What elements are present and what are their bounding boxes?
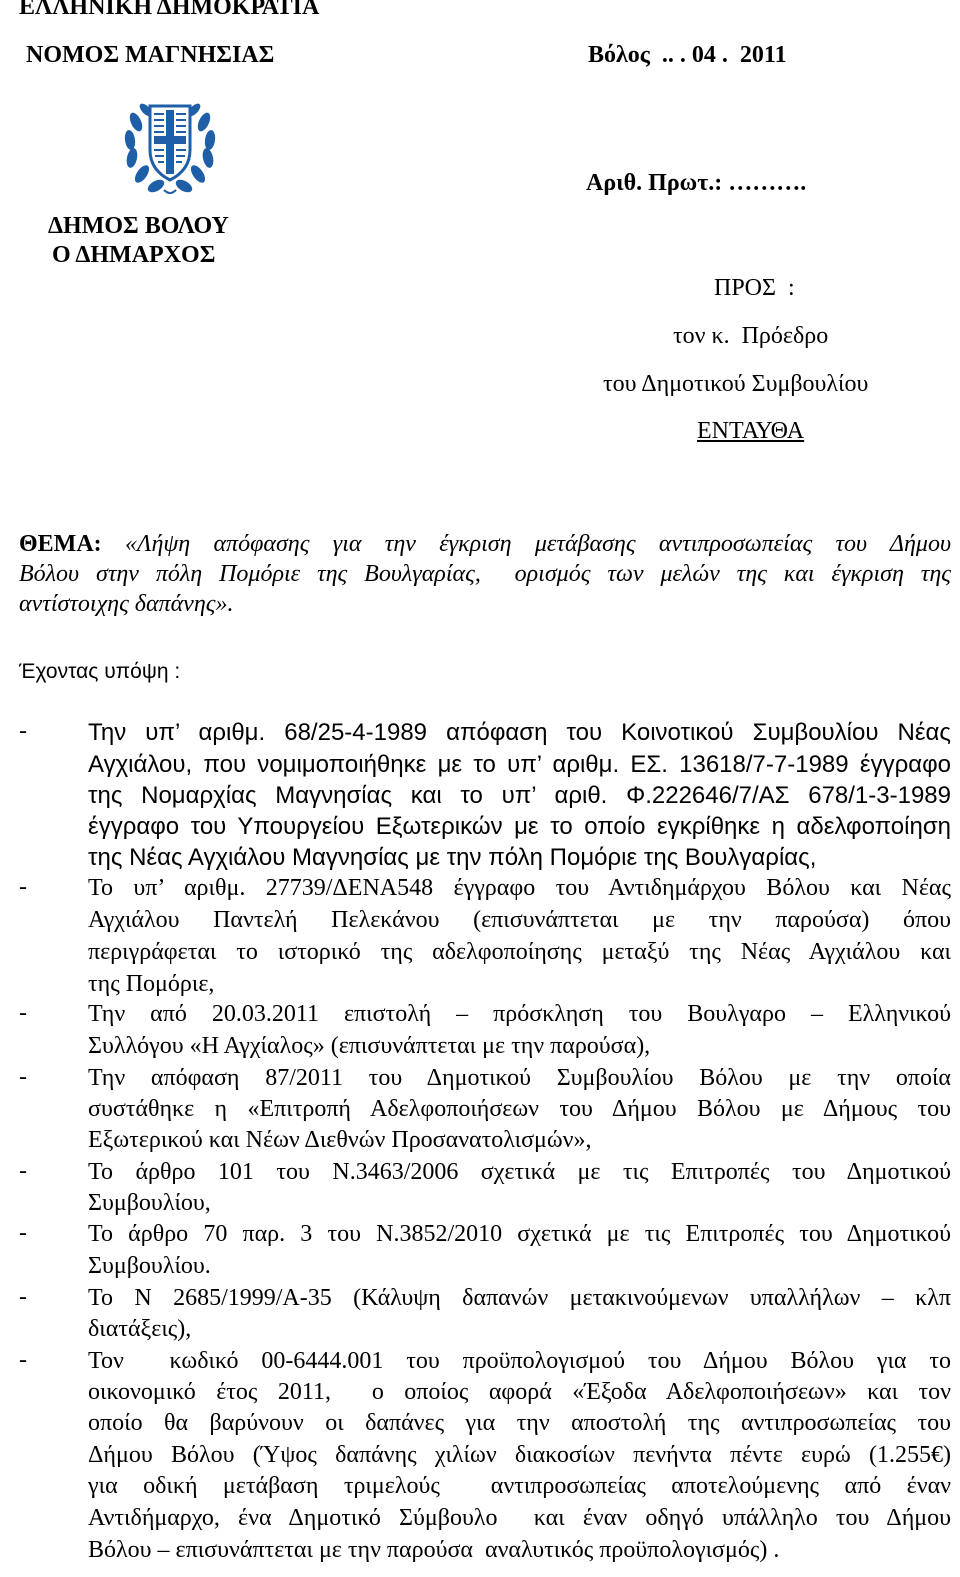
- prefecture-heading: ΝΟΜΟΣ ΜΑΓΝΗΣΙΑΣ: [26, 42, 275, 68]
- recipient-line-1: τον κ. Πρόεδρο: [673, 323, 829, 349]
- bullet-8-line-5: για οδική μετάβαση τριμελούς αντιπροσωπείας αποτελούμενης από έναν: [88, 1473, 951, 1499]
- bullet-dash: -: [19, 1284, 27, 1310]
- bullet-5-line-2: Συμβουλίου,: [88, 1190, 211, 1216]
- subject-label: ΘΕΜΑ:: [19, 531, 102, 557]
- recipient-line-3: ΕΝΤΑΥΘΑ: [697, 418, 805, 444]
- bullet-1-line-5: της Νέας Αγχιάλου Μαγνησίας με την πόλη Πομόριε της Βουλγαρίας,: [88, 844, 817, 871]
- bullet-dash: -: [19, 1220, 27, 1246]
- bullet-4-line-3: Εξωτερικού και Νέων Διεθνών Προσανατολισμών»,: [88, 1127, 592, 1153]
- bullet-1-line-3: της Νομαρχίας Μαγνησίας και το υπ’ αριθ. Φ.222646/7/ΑΣ 678/1-3-1989: [88, 782, 951, 809]
- municipality-heading: ΔΗΜΟΣ ΒΟΛΟΥ: [48, 213, 229, 239]
- bullet-1-line-2: Αγχιάλου, που νομιμοποιήθηκε με το υπ’ αριθμ. ΕΣ. 13618/7-7-1989 έγγραφο: [88, 751, 951, 778]
- bullet-2-line-2: Αγχιάλου Παντελή Πελεκάνου (επισυνάπτεται με την παρούσα) όπου: [88, 907, 951, 933]
- bullet-1-line-1: Την υπ’ αριθμ. 68/25-4-1989 απόφαση του Κοινοτικού Συμβουλίου Νέας: [88, 719, 951, 746]
- republic-heading: ΕΛΛΗΝΙΚΗ ΔΗΜΟΚΡΑΤΙΑ: [19, 0, 320, 20]
- bullet-2-line-1: Το υπ’ αριθμ. 27739/ΔΕΝΑ548 έγγραφο του Αντιδημάρχου Βόλου και Νέας: [88, 875, 951, 901]
- bullet-8-line-1: Τον κωδικό 00-6444.001 του προϋπολογισμού του Δήμου Βόλου για το: [88, 1348, 951, 1374]
- bullet-8-line-2: οικονομικό έτος 2011, ο οποίος αφορά «Έξοδα Αδελφοποιήσεων» και τον: [88, 1379, 951, 1405]
- subject-line-2: Βόλου στην πόλη Πομόριε της Βουλγαρίας, ορισμός των μελών της και έγκριση της: [19, 561, 951, 587]
- bullet-8-line-7: Βόλου – επισυνάπτεται με την παρούσα αναλυτικός προϋπολογισμός) .: [88, 1537, 780, 1563]
- recipient-line-2: του Δημοτικού Συμβουλίου: [603, 371, 869, 397]
- bullet-8-line-3: οποίο θα βαρύνουν οι δαπάνες για την αποστολή της αντιπροσωπείας του: [88, 1410, 951, 1436]
- bullet-3-line-1: Την από 20.03.2011 επιστολή – πρόσκληση του Βουλγαρο – Ελληνικού: [88, 1001, 951, 1027]
- mayor-heading: Ο ΔΗΜΑΡΧΟΣ: [52, 242, 216, 268]
- bullet-6-line-1: Το άρθρο 70 παρ. 3 του Ν.3852/2010 σχετικά με τις Επιτροπές του Δημοτικού: [88, 1221, 951, 1247]
- considering-heading: Έχοντας υπόψη :: [19, 660, 181, 683]
- greek-state-emblem-icon: [120, 92, 220, 200]
- bullet-8-line-4: Δήμου Βόλου (Ύψος δαπάνης χιλίων διακοσίων πενήντα πέντε ευρώ (1.255€): [88, 1442, 951, 1468]
- bullet-7-line-2: διατάξεις),: [88, 1316, 192, 1342]
- bullet-8-line-6: Αντιδήμαρχο, ένα Δημοτικό Σύμβουλο και έναν οδηγό υπάλληλο του Δήμου: [88, 1505, 951, 1531]
- subject-line-1: ΘΕΜΑ: «Λήψη απόφασης για την έγκριση μετάβασης αντιπροσωπείας του Δήμου: [19, 531, 951, 557]
- bullet-dash: -: [19, 1064, 27, 1090]
- bullet-6-line-2: Συμβουλίου.: [88, 1253, 211, 1279]
- bullet-2-line-4: της Πομόριε,: [88, 971, 215, 997]
- bullet-dash: -: [19, 1347, 27, 1373]
- subject-line-3: αντίστοιχης δαπάνης».: [19, 591, 234, 617]
- protocol-number: Αριθ. Πρωτ.: ……….: [586, 170, 807, 196]
- bullet-5-line-1: Το άρθρο 101 του Ν.3463/2006 σχετικά με τις Επιτροπές του Δημοτικού: [88, 1159, 951, 1185]
- bullet-4-line-2: συστάθηκε η «Επιτροπή Αδελφοποιήσεων του Δήμου Βόλου με Δήμους του: [88, 1096, 951, 1122]
- bullet-dash: -: [19, 718, 27, 744]
- bullet-7-line-1: Το Ν 2685/1999/Α-35 (Κάλυψη δαπανών μετακινούμενων υπαλλήλων – κλπ: [88, 1285, 951, 1311]
- recipient-label: ΠΡΟΣ :: [714, 275, 795, 301]
- document-date: Βόλος .. . 04 . 2011: [588, 42, 787, 68]
- bullet-4-line-1: Την απόφαση 87/2011 του Δημοτικού Συμβουλίου Βόλου με την οποία: [88, 1065, 951, 1091]
- bullet-1-line-4: έγγραφο του Υπουργείου Εξωτερικών με το οποίο εγκρίθηκε η αδελφοποίηση: [88, 813, 951, 840]
- bullet-3-line-2: Συλλόγου «Η Αγχίαλος» (επισυνάπτεται με την παρούσα),: [88, 1033, 651, 1059]
- bullet-2-line-3: περιγράφεται το ιστορικό της αδελφοποίησης μεταξύ της Νέας Αγχιάλου και: [88, 939, 951, 965]
- bullet-dash: -: [19, 1158, 27, 1184]
- bullet-dash: -: [19, 874, 27, 900]
- bullet-dash: -: [19, 1000, 27, 1026]
